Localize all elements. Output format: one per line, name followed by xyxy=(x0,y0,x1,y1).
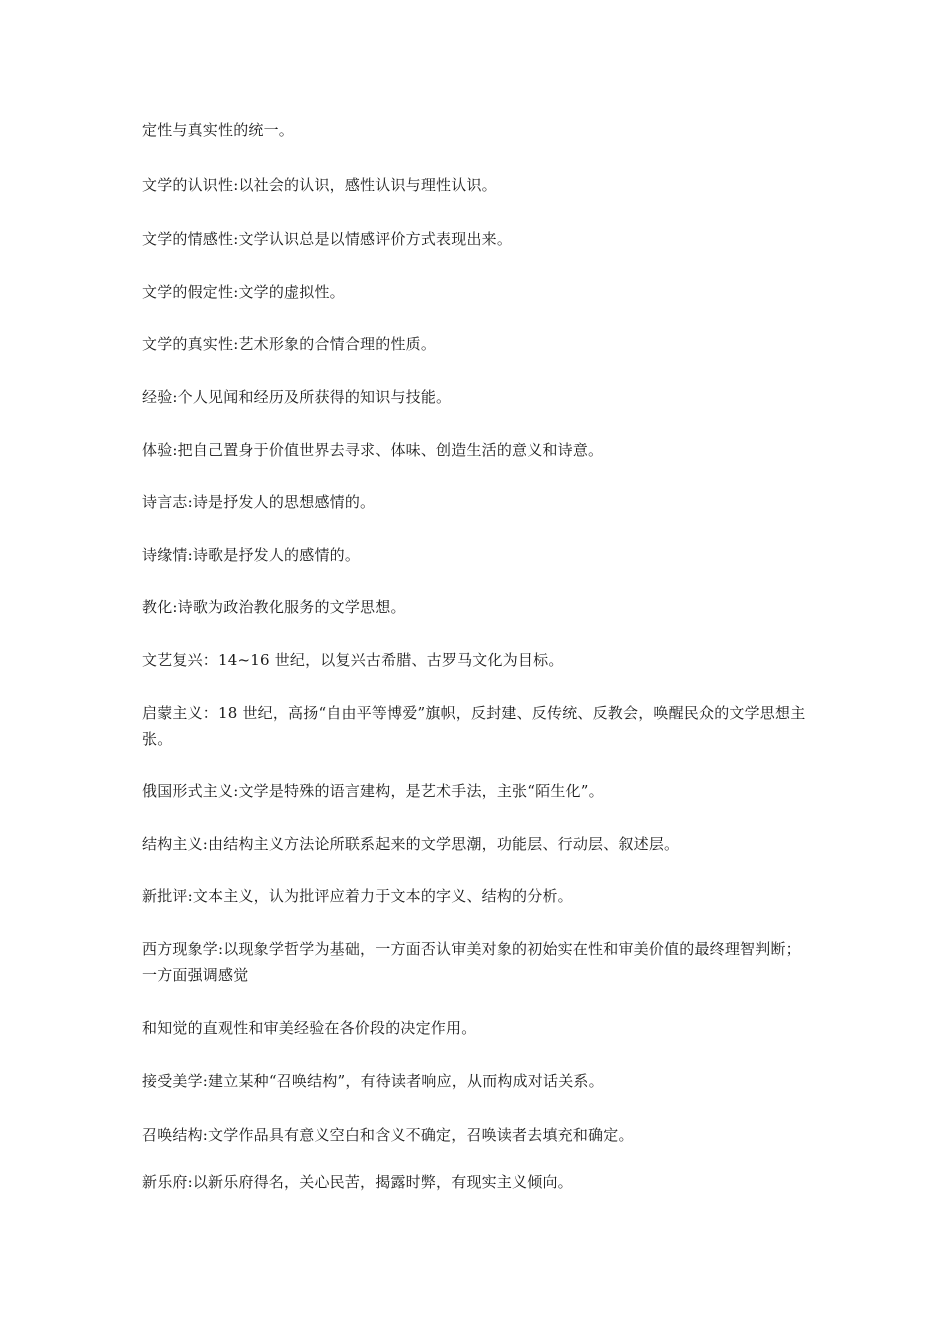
paragraph-16: 西方现象学:以现象学哲学为基础，一方面否认审美对象的初始实在性和审美价值的最终理智判断；一方面强调感觉 xyxy=(142,940,801,984)
paragraph-13: 俄国形式主义:文学是特殊的语言建构，是艺术手法，主张“陌生化”。 xyxy=(142,782,604,800)
paragraph-4: 文学的假定性:文学的虚拟性。 xyxy=(142,283,345,301)
paragraph-9: 诗缘情:诗歌是抒发人的感情的。 xyxy=(142,546,361,564)
paragraph-17: 和知觉的直观性和审美经验在各价段的决定作用。 xyxy=(142,1019,477,1037)
paragraph-5: 文学的真实性:艺术形象的合情合理的性质。 xyxy=(142,335,437,353)
paragraph-10: 教化:诗歌为政治教化服务的文学思想。 xyxy=(142,598,406,616)
paragraph-1: 定性与真实性的统一。 xyxy=(142,121,295,139)
paragraph-14: 结构主义:由结构主义方法论所联系起来的文学思潮，功能层、行动层、叙述层。 xyxy=(142,835,680,853)
paragraph-11: 文艺复兴：14~16 世纪，以复兴古希腊、古罗马文化为目标。 xyxy=(142,651,564,669)
paragraph-20: 新乐府:以新乐府得名，关心民苦，揭露时弊，有现实主义倾向。 xyxy=(142,1173,573,1191)
paragraph-3: 文学的情感性:文学认识总是以情感评价方式表现出来。 xyxy=(142,230,513,248)
paragraph-8: 诗言志:诗是抒发人的思想感情的。 xyxy=(142,493,376,511)
paragraph-6: 经验:个人见闻和经历及所获得的知识与技能。 xyxy=(142,388,452,406)
paragraph-18: 接受美学:建立某种“召唤结构”，有待读者响应，从而构成对话关系。 xyxy=(142,1072,604,1090)
paragraph-2: 文学的认识性:以社会的认识，感性认识与理性认识。 xyxy=(142,176,497,194)
paragraph-19: 召唤结构:文学作品具有意义空白和含义不确定，召唤读者去填充和确定。 xyxy=(142,1126,634,1144)
paragraph-12: 启蒙主义：18 世纪，高扬“自由平等博爱”旗帜，反封建、反传统、反教会，唤醒民众的文学思想主张。 xyxy=(142,704,806,748)
paragraph-7: 体验:把自己置身于价值世界去寻求、体味、创造生活的意义和诗意。 xyxy=(142,441,604,459)
paragraph-15: 新批评:文本主义，认为批评应着力于文本的字义、结构的分析。 xyxy=(142,887,573,905)
